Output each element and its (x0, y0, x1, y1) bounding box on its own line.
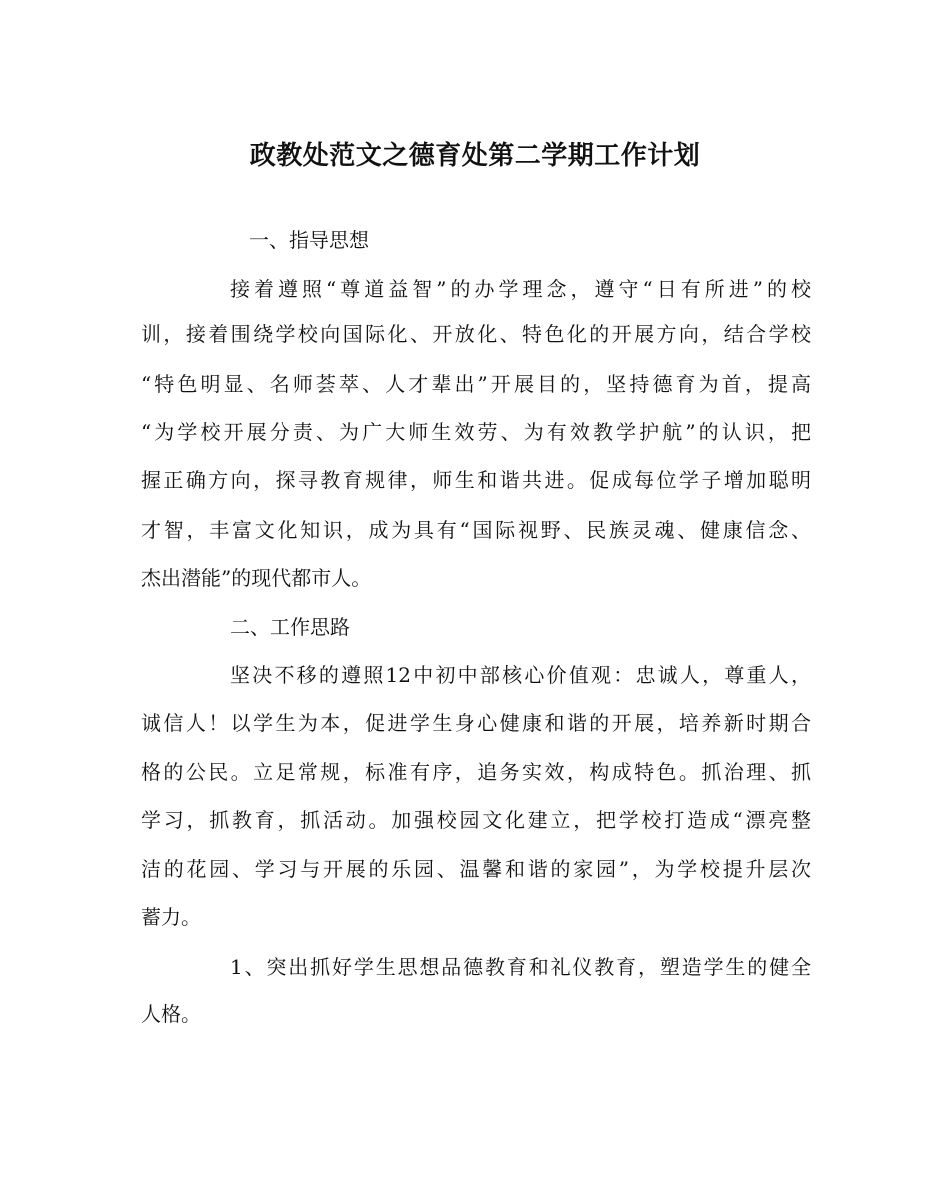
paragraph-line: 坚决不移的遵照12中初中部核心价值观：忠诚人，尊重人， (230, 663, 811, 687)
paragraph-line: 杰出潜能”的现代都市人。 (141, 566, 372, 590)
section-heading-work-approach: 二、工作思路 (230, 615, 350, 639)
section-heading-guiding-ideology: 一、指导思想 (249, 228, 369, 252)
numbered-item-line: 1、突出抓好学生思想品德教育和礼仪教育，塑造学生的健全 (230, 955, 811, 979)
paragraph-line: 蓄力。 (141, 905, 201, 929)
paragraph-line: 训，接着围绕学校向国际化、开放化、特色化的开展方向，结合学校 (141, 322, 811, 346)
document-title: 政教处范文之德育处第二学期工作计划 (249, 141, 701, 171)
paragraph-line: 格的公民。立足常规，标准有序，追务实效，构成特色。抓治理、抓 (141, 760, 811, 784)
paragraph-line: 握正确方向，探寻教育规律，师生和谐共进。促成每位学子增加聪明 (141, 468, 811, 492)
paragraph-line: 洁的花园、学习与开展的乐园、温馨和谐的家园”，为学校提升层次 (141, 857, 811, 881)
numbered-item-line: 人格。 (141, 1002, 201, 1026)
paragraph-line: “特色明显、名师荟萃、人才辈出”开展目的，坚持德育为首，提高 (141, 372, 811, 396)
paragraph-line: 才智，丰富文化知识，成为具有“国际视野、民族灵魂、健康信念、 (141, 518, 811, 542)
paragraph-line: 诚信人！以学生为本，促进学生身心健康和谐的开展，培养新时期合 (141, 711, 811, 735)
paragraph-line: 学习，抓教育，抓活动。加强校园文化建立，把学校打造成“漂亮整 (141, 808, 811, 832)
paragraph-line: “为学校开展分责、为广大师生效劳、为有效教学护航”的认识，把 (141, 420, 811, 444)
paragraph-line: 接着遵照“尊道益智”的办学理念，遵守“日有所进”的校 (230, 277, 811, 301)
